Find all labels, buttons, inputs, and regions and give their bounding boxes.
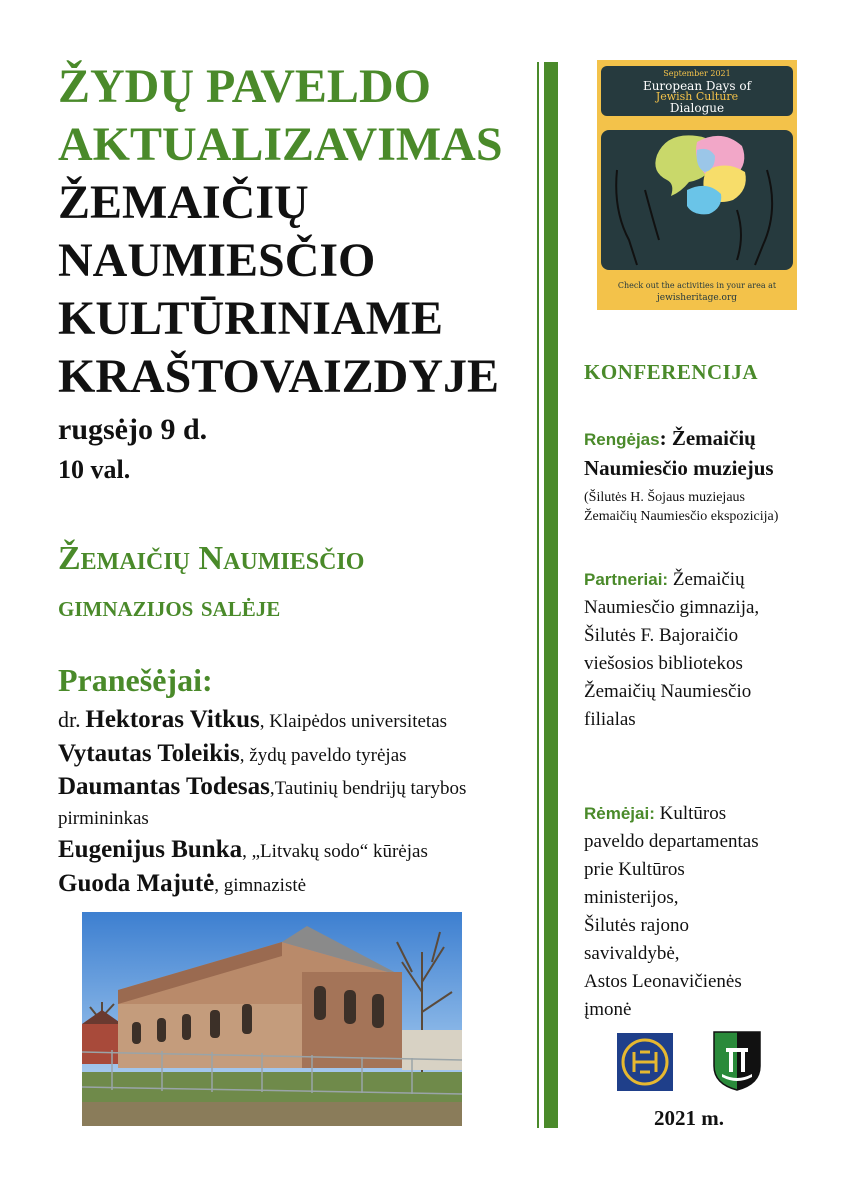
speaker-name: Eugenijus Bunka bbox=[58, 836, 243, 863]
partners-block bbox=[584, 566, 824, 734]
speakers-heading: Pranešėjai: bbox=[58, 662, 213, 698]
speaker-prefix: dr. bbox=[58, 707, 81, 732]
organizer-name-1: Žemaičių bbox=[671, 426, 756, 450]
speaker-name: Daumantas Todesas bbox=[58, 773, 270, 800]
organizer-note-1: (Šilutės H. Šojaus muziejaus bbox=[584, 490, 745, 505]
organizer-block: Rengėjas: Žemaičių Naumiesčio muziejus (Šilutės H. Šojaus muziejaus Žemaičių Naumiesčio ekspozicija) bbox=[584, 424, 824, 526]
event-date: rugsėjo 9 d. bbox=[58, 413, 208, 446]
speaker-role: , žydų paveldo tyrėjas bbox=[239, 745, 407, 766]
title-line-4: NAUMIESČIO bbox=[58, 234, 376, 287]
title-line-3: ŽEMAIČIŲ bbox=[58, 176, 309, 229]
sponsors-label: Rėmėjai: bbox=[584, 804, 655, 823]
sponsors-line: prie Kultūros bbox=[584, 859, 685, 880]
year-label: 2021 m. bbox=[654, 1106, 724, 1130]
speaker-name: Guoda Majutė bbox=[58, 870, 215, 897]
poster-title-1: European Days of bbox=[642, 79, 752, 93]
synagogue-photo bbox=[82, 912, 462, 1126]
speakers-list bbox=[58, 704, 538, 902]
speaker-item bbox=[58, 738, 538, 772]
partners-label: Partneriai: bbox=[584, 570, 669, 589]
partners-line: filialas bbox=[584, 709, 636, 730]
speaker-item bbox=[58, 704, 538, 738]
sponsors-line: ministerijos, bbox=[584, 887, 679, 908]
speaker-role: , Klaipėdos universitetas bbox=[259, 711, 448, 732]
sponsors-line: Kultūros bbox=[659, 803, 727, 824]
heritage-emblem-icon bbox=[616, 1032, 674, 1092]
event-title-black bbox=[58, 174, 538, 406]
title-line-5: KULTŪRINIAME bbox=[58, 292, 443, 345]
organizer-name-2: Naumiesčio muziejus bbox=[584, 456, 774, 480]
organizer-note-2: Žemaičių Naumiesčio ekspozicija) bbox=[584, 509, 779, 524]
poster-title-2: Jewish Culture bbox=[655, 90, 739, 103]
speaker-role: , gimnazistė bbox=[214, 875, 307, 896]
event-venue bbox=[58, 535, 528, 631]
silute-coat-of-arms-icon bbox=[712, 1030, 762, 1092]
partners-line: viešosios bibliotekos bbox=[584, 653, 743, 674]
title-line-1: ŽYDŲ PAVELDO bbox=[58, 60, 431, 113]
title-line-6: KRAŠTOVAIZDYJE bbox=[58, 350, 500, 403]
partners-line: Žemaičių Naumiesčio bbox=[584, 681, 752, 702]
organizer-label: Rengėjas bbox=[584, 430, 660, 449]
poster-bottom-1: Check out the activities in your area at bbox=[617, 281, 777, 290]
european-days-poster bbox=[597, 60, 797, 310]
partners-line: Šilutės F. Bajoraičio bbox=[584, 625, 739, 646]
column-divider-thin bbox=[537, 62, 539, 1128]
sponsors-line: Šilutės rajono bbox=[584, 915, 690, 936]
partners-line: Žemaičių bbox=[672, 569, 745, 590]
sponsors-line: paveldo departamentas bbox=[584, 831, 759, 852]
speaker-role: , „Litvakų sodo“ kūrėjas bbox=[242, 841, 428, 862]
conference-heading: KONFERENCIJA bbox=[584, 360, 759, 384]
speaker-name: Vytautas Toleikis bbox=[58, 740, 240, 767]
sponsors-line: įmonė bbox=[584, 999, 632, 1020]
venue-line-2: gimnazijos salėje bbox=[58, 590, 281, 623]
title-line-2: AKTUALIZAVIMAS bbox=[58, 118, 503, 171]
event-time: 10 val. bbox=[58, 455, 131, 484]
speaker-item bbox=[58, 772, 538, 834]
sponsors-block bbox=[584, 800, 824, 1024]
speaker-name: Hektoras Vitkus bbox=[85, 706, 260, 733]
speaker-item bbox=[58, 834, 538, 868]
venue-line-1: Žemaičių Naumiesčio bbox=[58, 540, 365, 577]
poster-bottom-2: jewisheritage.org bbox=[656, 293, 738, 303]
sponsors-line: Astos Leonavičienės bbox=[584, 971, 742, 992]
speaker-item bbox=[58, 868, 538, 902]
poster-title-3: Dialogue bbox=[669, 101, 725, 115]
partners-line: Naumiesčio gimnazija, bbox=[584, 597, 760, 618]
poster-top-text: September 2021 bbox=[663, 69, 731, 78]
event-title-green bbox=[58, 58, 538, 174]
speaker-role: ,Tautinių bendrijų tarybos pirmininkas bbox=[58, 778, 467, 829]
column-divider-thick bbox=[544, 62, 558, 1128]
sponsors-line: savivaldybė, bbox=[584, 943, 680, 964]
